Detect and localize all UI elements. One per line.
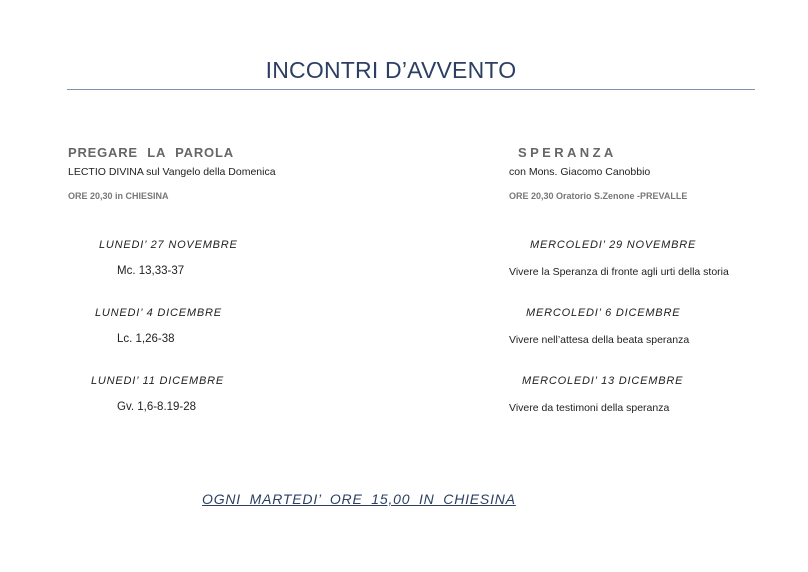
left-subtitle: LECTIO DIVINA sul Vangelo della Domenica <box>68 166 276 178</box>
right-location: ORE 20,30 Oratorio S.Zenone -PREVALLE <box>509 191 688 201</box>
right-event-topic: Vivere nell’attesa della beata speranza <box>509 334 690 346</box>
left-event-reference: Lc. 1,26-38 <box>117 333 175 345</box>
page-title: INCONTRI D’AVVENTO <box>265 57 517 83</box>
left-event-date: LUNEDI’ 11 DICEMBRE <box>91 375 224 387</box>
right-event-date: MERCOLEDI’ 13 DICEMBRE <box>522 375 684 387</box>
left-event-reference: Gv. 1,6-8.19-28 <box>117 401 197 413</box>
left-event-date: LUNEDI’ 27 NOVEMBRE <box>99 239 238 251</box>
left-location: ORE 20,30 in CHIESINA <box>68 191 169 201</box>
right-event-date: MERCOLEDI’ 6 DICEMBRE <box>526 307 681 319</box>
footer-note: OGNI MARTEDI’ ORE 15,00 IN CHIESINA <box>202 491 516 507</box>
right-heading: SPERANZA <box>518 145 617 160</box>
left-event-date: LUNEDI’ 4 DICEMBRE <box>95 307 222 319</box>
left-event-reference: Mc. 13,33-37 <box>117 265 185 277</box>
right-event-topic: Vivere la Speranza di fronte agli urti della storia <box>509 266 729 278</box>
right-subtitle: con Mons. Giacomo Canobbio <box>509 166 651 178</box>
right-event-date: MERCOLEDI’ 29 NOVEMBRE <box>530 239 697 251</box>
left-heading: PREGARE LA PAROLA <box>68 145 234 160</box>
right-event-topic: Vivere da testimoni della speranza <box>509 402 670 414</box>
title-divider <box>67 89 755 90</box>
